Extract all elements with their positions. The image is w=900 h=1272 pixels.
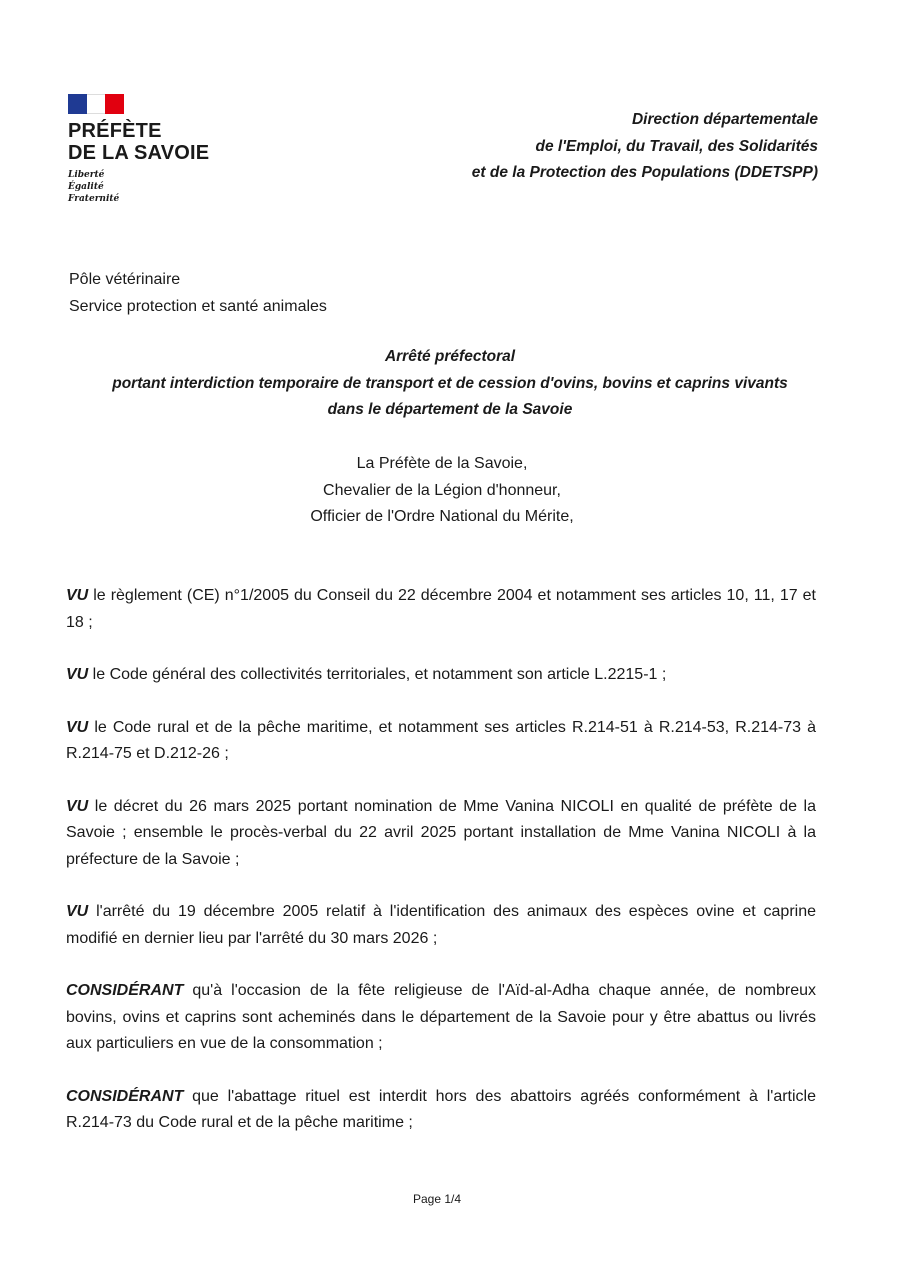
paragraph-keyword: VU [66,718,89,736]
signer-line-3: Officier de l'Ordre National du Mérite, [310,508,574,525]
signer-block [0,451,884,531]
paragraph-vu-5 [66,899,816,952]
paragraph-keyword: VU [66,797,89,815]
paragraph-vu-3 [66,715,816,768]
paragraph-keyword: VU [66,903,89,920]
title-line-2: portant interdiction temporaire de transport et de cession d'ovins, bovins et caprins vivants [112,374,788,392]
paragraph-vu-1 [66,583,816,636]
paragraph-text: le décret du 26 mars 2025 portant nomination de Mme Vanina NICOLI en qualité de préfète de la Savoie ; ensemble le procès-verbal du 22 avril 2025 portant installation de Mme Vanina NICOLI à la préfecture de la Savoie ; [66,797,816,868]
paragraph-keyword: VU [66,587,89,604]
prefecture-line-1: PRÉFÈTE [68,120,162,142]
republic-motto [68,169,209,205]
paragraph-considerant-2 [66,1084,816,1137]
direction-line-1: Direction départementale [631,111,818,128]
paragraph-keyword: CONSIDÉRANT [66,982,184,999]
motto-liberte: Liberté [68,170,105,180]
page-number: Page 1/4 [412,1192,462,1206]
prefecture-name [68,120,209,164]
title-line-3: dans le département de la Savoie [327,401,573,418]
paragraph-considerant-1 [66,978,816,1058]
paragraph-text: le règlement (CE) n°1/2005 du Conseil du 22 décembre 2004 et notamment ses articles 10, 11, 17 et 18 ; [66,587,816,631]
decree-body [66,583,816,1163]
paragraph-vu-2 [66,662,816,689]
issuing-direction [472,107,818,187]
prefecture-logo [68,94,209,205]
paragraph-text: le Code général des collectivités territoriales, et notamment son article L.2215-1 ; [88,666,667,683]
decree-title [0,344,900,424]
motto-fraternite: Fraternité [68,194,120,204]
service-pole: Pôle vétérinaire [69,271,181,288]
direction-line-3: et de la Protection des Populations (DDETSPP) [471,164,818,181]
paragraph-keyword: VU [66,666,89,683]
prefecture-line-2: DE LA SAVOIE [68,142,210,164]
marianne-flag-icon [68,94,124,114]
paragraph-text: l'arrêté du 19 décembre 2005 relatif à l'identification des animaux des espèces ovine et caprine modifié en dernier lieu par l'arrêté du 30 mars 2026 ; [66,903,816,947]
motto-egalite: Égalité [68,182,104,192]
paragraph-keyword: CONSIDÉRANT [66,1087,184,1105]
paragraph-text: qu'à l'occasion de la fête religieuse de l'Aïd-al-Adha chaque année, de nombreux bovins, ovins et caprins sont acheminés dans le département de la Savoie pour y être abattus ou livrés aux particuliers en vue de la consommation ; [66,982,816,1052]
paragraph-text: le Code rural et de la pêche maritime, et notamment ses articles R.214-51 à R.214-53, R.214-73 à R.214-75 et D.212-26 ; [66,718,816,762]
signer-line-2: Chevalier de la Légion d'honneur, [323,481,561,499]
direction-line-2: de l'Emploi, du Travail, des Solidarités [535,137,818,155]
paragraph-vu-4 [66,794,816,874]
paragraph-text: que l'abattage rituel est interdit hors des abattoirs agréés conformément à l'article R.214-73 du Code rural et de la pêche maritime ; [66,1087,816,1131]
service-name: Service protection et santé animales [69,297,327,315]
title-line-1: Arrêté préfectoral [384,348,516,365]
service-block [69,267,327,320]
signer-line-1: La Préfète de la Savoie, [356,455,528,472]
